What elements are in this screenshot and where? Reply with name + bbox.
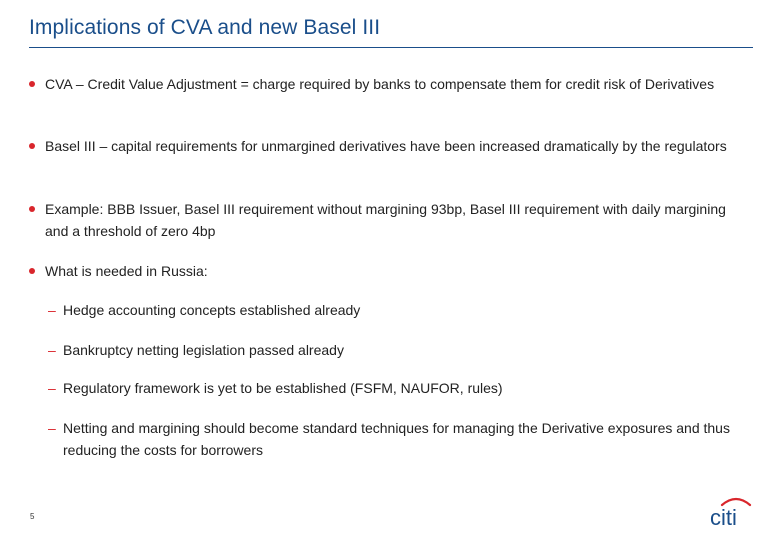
bullet-dot-icon [29, 143, 35, 149]
bullet-text: Basel III – capital requirements for unmargined derivatives have been increased dramatically by the regulators [45, 138, 727, 154]
bullet-dot-icon [29, 81, 35, 87]
dash-icon: – [48, 342, 56, 358]
logo-text: citi [710, 505, 737, 528]
sub-item-netting [48, 417, 748, 461]
bullet-text: CVA – Credit Value Adjustment = charge required by banks to compensate them for credit risk of Derivatives [45, 76, 715, 92]
sub-item-hedge [48, 299, 748, 321]
sub-item-text: Hedge accounting concepts established already [63, 302, 361, 318]
dash-icon: – [48, 380, 56, 396]
bullet-dot-icon [29, 268, 35, 274]
bullet-text: Example: BBB Issuer, Basel III requirement without margining 93bp, Basel III requirement with daily margining and a threshold of zero 4bp [45, 201, 726, 239]
bullet-item-russia [29, 260, 749, 282]
sub-item-text: Regulatory framework is yet to be established (FSFM, NAUFOR, rules) [63, 380, 503, 396]
dash-icon: – [48, 302, 56, 318]
bullet-text: What is needed in Russia: [45, 263, 208, 279]
citi-logo-icon [708, 492, 756, 528]
sub-item-text: Netting and margining should become standard techniques for managing the Derivative exposures and thus reducing the costs for borrowers [63, 420, 730, 458]
page-number: 5 [30, 512, 35, 521]
sub-item-regulatory [48, 377, 748, 399]
sub-item-bankruptcy [48, 339, 748, 361]
bullet-dot-icon [29, 206, 35, 212]
title-underline [29, 47, 753, 48]
slide-title: Implications of CVA and new Basel III [29, 16, 381, 39]
bullet-item-cva [29, 73, 749, 95]
bullet-item-example [29, 198, 749, 242]
sub-item-text: Bankruptcy netting legislation passed already [63, 342, 344, 358]
bullet-item-basel [29, 135, 749, 157]
dash-icon: – [48, 420, 56, 436]
